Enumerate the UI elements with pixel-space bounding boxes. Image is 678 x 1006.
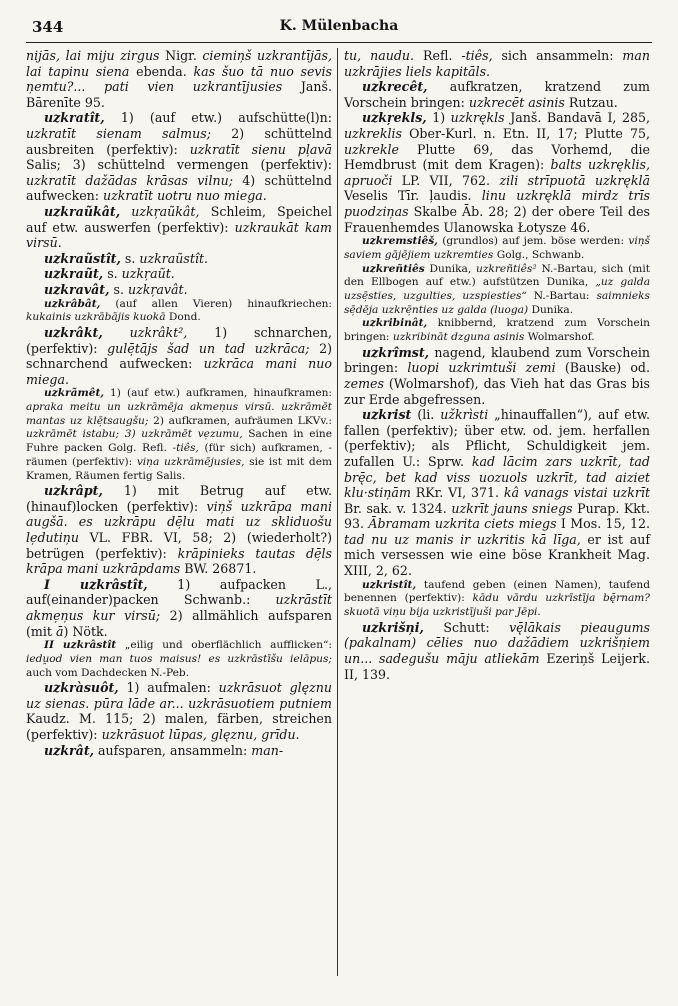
dictionary-entry: uzkrecêt, aufkratzen, kratzend zum Vorschein bringen: uzkrecēt asinis Rutzau.: [344, 79, 650, 110]
dictionary-entry: uzkrišņi, Schutt: vę̄lākais pieaugums (pakalnam) cēlies nuo dažādiem uzkrišņiem un... sadegušu māju atliekām Ezeriņš Leijerk. II, 139.: [344, 619, 650, 682]
dictionary-entry: uzkrâbât, (auf allen Vieren) hinaufkriechen: kukainis uzkrābājis kuokā Dond.: [26, 297, 332, 324]
dictionary-entry: uzkratît, 1) (auf etw.) aufschütte(l)n: uzkratīt sienam salmus; 2) schüttelnd ausbreiten (perfektiv): uzkratīt sienu pļavā Salis; 3) schüttelnd vermengen (perfektiv): uzkratīt dažādas krāsas vilnu; 4) schüttelnd aufwecken: uzkratīt uotru nuo miega.: [26, 110, 332, 204]
dictionary-entry: uzkravât, s. uzkŗavât.: [44, 281, 188, 297]
running-head: K. Mülenbacha: [279, 18, 399, 34]
dictionary-entry: II uzkrâstît „eilig und oberflächlich aufflicken“: iedu̯od vien man tuos maisus! es uzkrāstīšu ielāpus; auch vom Dachdecken N.-Peb.: [26, 639, 332, 679]
page-number: 344: [32, 18, 64, 36]
dictionary-entry: uzkrãmêt, 1) (auf etw.) aufkramen, hinaufkramen: apraka meitu un uzkrāmēja akmeņus virsū. uzkrāmēt mantas uz klē̦tsaugšu; 2) aufkramen, aufräumen LKVv.: uzkrāmēt istabu; 3) uzkrāmēt ve̦zumu, Sachen in eine Fuhre packen Golg. Refl. -tiês, (für sich) aufkramen, -räumen (perfektiv): viņa uzkrāmējusies, sie ist mit dem Kramen, Räumen fertig Salis.: [26, 387, 333, 482]
dictionary-entry: nijās, lai miju zirgus Nigr. ciemiņš uzkrantījās, lai tapinu siena ebenda. kas šuo tā nuo sevis ņemtu?... pati vien uzkrantījusies Janš. Bārenīte 95.: [26, 48, 333, 110]
dictionary-entry: uzkrâpt, 1) mit Betrug auf etw. (hinauf)locken (perfektiv): viņš uzkrāpa mani augšā. es uzkrāpu dē̦lu mati uz skliduošu le̦dutiņu VL. FBR. VI, 58; 2) (wiederholt?) betrügen (perfektiv): krāpinieks tautas dē̦ls krāpa mani uzkrāpdams BW. 26871.: [26, 483, 332, 577]
dictionary-entry: uzkr̦ekls, 1) uzkrękls Janš. Bandavā I, 285, uzkreklis Ober-Kurl. n. Etn. II, 17; Plutte 75, uzkrekle Plutte 69, das Vorhemd, die Hemdbrust (mit dem Kragen): balts uzkręklis, apruoči LP. VII, 762. zili strīpuotā uzkręklā Veselis Tīr. ļaudis. linu uzkręklā mirdz trīs puodziņas Skalbe Āb. 28; 2) der obere Teil des Frauenhemdes Ulanowska Łotysze 46.: [344, 110, 651, 235]
dictionary-entry: uzkristît, taufend geben (einen Namen), taufend benennen (perfektiv): kādu vārdu uzkrīstīja bę̄rnam? skuotā viņu bija uzkristījuši par Jēpi.: [344, 578, 650, 619]
dictionary-entry: uzkraũt, s. uzkŗaũt.: [44, 266, 175, 282]
dictionary-entry: uzkraũstît, s. uzkraũstît.: [44, 250, 209, 266]
dictionary-entry: I uzkrâstît, 1) aufpacken L., auf(einander)packen Schwanb.: uzkrāstīt akme̦ņus kur virsū; 2) allmählich aufsparen (mit ā) Nötk.: [26, 576, 333, 639]
page-header: [26, 14, 652, 43]
dictionary-entry: uzkrâkt, uzkrâkt², 1) schnarchen, (perfektiv): gulē̦tājs šad un tad uzkrāca; 2) schnarchend aufwecken: uzkrāca mani nuo miega.: [26, 324, 332, 387]
column-divider: [337, 48, 338, 976]
dictionary-entry: uzkrîmst, nagend, klaubend zum Vorschein bringen: luopi uzkrimtuši zemi (Bauske) od. zemes (Wolmarshof), das Vieh hat das Gras bis zur Erde abgefressen.: [344, 344, 650, 407]
dictionary-entry: tu, naudu. Refl. -tiês, sich ansammeln: man uzkrājies liels kapitāls.: [344, 48, 650, 79]
dictionary-entry: uzkreñtiês Dunika, uzkreñtiês² N.-Bartau, sich (mit den Ellbogen auf etw.) aufstützen Dunika, „uz galda uzsē̦sties, uzgulties, uzspiesties“ N.-Bartau: saimnieks sē̦dēja uzkrē̦nties uz galda (luoga) Dunika.: [344, 262, 651, 316]
right-column: [344, 48, 650, 682]
dictionary-entry: uzkràsuôt, 1) aufmalen: uzkrāsuot glęznu uz sienas. pūra lāde ar... uzkrāsuotiem putniem Kaudz. M. 115; 2) malen, färben, streichen (perfektiv): uzkrāsuot lūpas, glęznu, grīdu.: [26, 680, 332, 743]
dictionary-entry: uzkrist (li. užkrìsti „hinauffallen“), auf etw. fallen (perfektiv); über etw. od. jem. herfallen (perfektiv); als Pflicht, Schuldigkeit jem. zufallen U.: Sprw. kad lācim zars uzkrīt, tad brę̄c, bet kad viss uozuols uzkrīt, tad aiziet klu·stiņām RKr. VI, 371. kâ vanags vistai uzkrīt Br. sak. v. 1324. uzkrīt jauns sniegs Purap. Kkt. 93. Ābramam uzkrita ciets miegs I Mos. 15, 12. tad nu uz manis ir uzkritis kā līga, er ist auf mich versessen wie eine böse Krankheit Mag. XIII, 2, 62.: [344, 407, 650, 579]
dictionary-entry: uzkremstiêš, (grundlos) auf jem. böse werden: viņš saviem gājējiem uzkremties Golg., Schwanb.: [344, 235, 650, 261]
dictionary-entry: uzkraũkât, uzkŗaũkât, Schleim, Speichel auf etw. auswerfen (perfektiv): uzkraukāt kam virsū.: [26, 203, 332, 251]
dictionary-entry: uzkribinât, knibbernd, kratzend zum Vorschein bringen: uzkribināt dzguna asinis Wolmarshof.: [344, 317, 650, 344]
left-column: [26, 48, 332, 758]
dictionary-entry: uzkrât, aufsparen, ansammeln: man-: [44, 742, 284, 758]
